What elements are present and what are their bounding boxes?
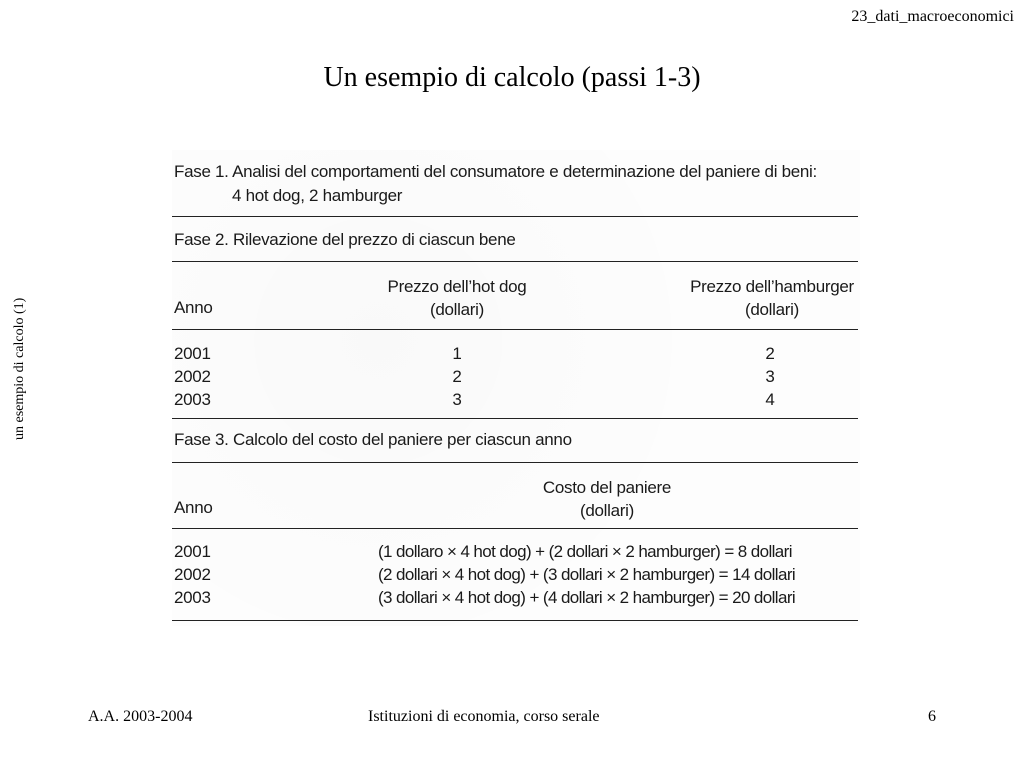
table-cell: 4 [765,390,775,409]
scanned-table [172,150,860,626]
phase1-line2: 4 hot dog, 2 hamburger [232,186,403,205]
table-cell: 3 [765,367,775,386]
phase2-header-year: Anno [174,298,213,317]
divider [172,261,858,262]
footer-course: Istituzioni di economia, corso serale [368,708,600,725]
phase2-hotdog-prices [442,342,472,411]
footer-page-number: 6 [928,708,936,725]
phase3-costs [378,540,795,609]
table-row-year: 2001 [174,344,211,363]
footer-academic-year: A.A. 2003-2004 [88,708,193,725]
divider [172,216,858,217]
phase2-header-hotdog: Prezzo dell’hot dog (dollari) [387,277,527,319]
slide-title: Un esempio di calcolo (passi 1-3) [323,62,701,93]
phase2-title: Fase 2. Rilevazione del prezzo di ciascun bene [174,230,516,249]
phase2-years [174,342,211,411]
divider [172,329,858,330]
table-row-year: 2001 [174,542,211,561]
table-cell: 2 [452,367,462,386]
file-label: 23_dati_macroeconomici [851,8,1014,25]
phase3-title: Fase 3. Calcolo del costo del paniere per ciascun anno [174,430,572,449]
side-label: un esempio di calcolo (1) [12,297,27,440]
phase3-years [174,540,211,609]
table-cell: 2 [765,344,775,363]
divider [172,528,858,529]
table-cell: 3 [452,390,462,409]
divider [172,462,858,463]
divider [172,620,858,621]
table-cell: 1 [452,344,462,363]
table-row-year: 2002 [174,565,211,584]
phase2-header-hamburger: Prezzo dell’hamburger (dollari) [690,277,854,319]
phase3-header-cost: Costo del paniere (dollari) [542,478,672,520]
divider [172,418,858,419]
phase3-header-year: Anno [174,498,213,517]
table-row-year: 2003 [174,390,211,409]
phase1-line1: Fase 1. Analisi del comportamenti del consumatore e determinazione del paniere di beni: [174,162,817,181]
table-cell: (1 dollaro × 4 hot dog) + (2 dollari × 2 hamburger) = 8 dollari [378,542,792,561]
table-cell: (3 dollari × 4 hot dog) + (4 dollari × 2 hamburger) = 20 dollari [378,588,796,607]
table-row-year: 2002 [174,367,211,386]
table-row-year: 2003 [174,588,211,607]
table-cell: (2 dollari × 4 hot dog) + (3 dollari × 2 hamburger) = 14 dollari [378,565,796,584]
phase2-hamburger-prices [755,342,785,411]
